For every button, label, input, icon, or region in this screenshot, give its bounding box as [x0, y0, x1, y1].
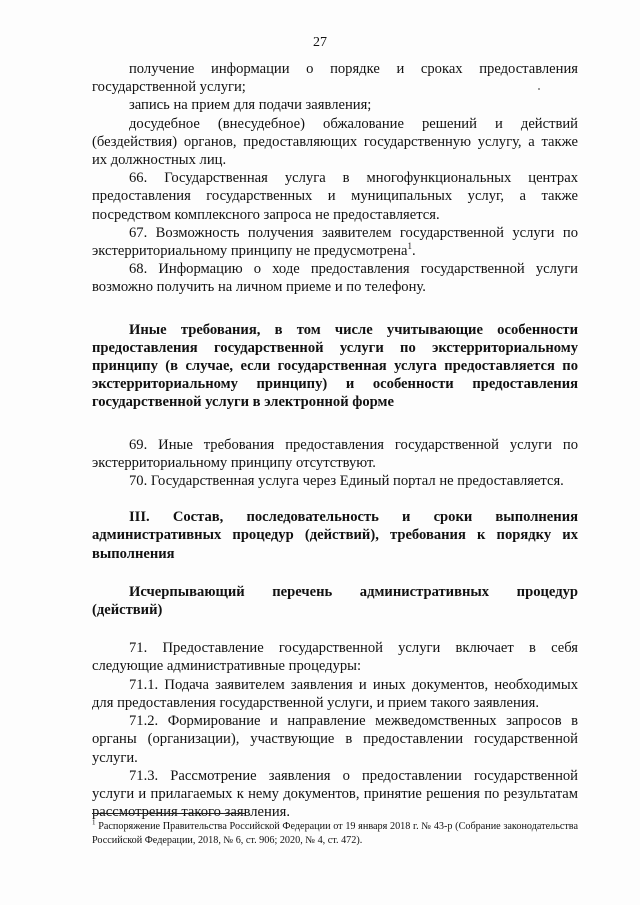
footnote-text: Распоряжение Правительства Российской Федерации от 19 января 2018 г. № 43-р (Собрание законодательства Российской Федерации, 2018, № 6, ст. 906; 2020, № 4, ст. 472).	[92, 821, 579, 846]
footnote	[92, 820, 578, 848]
footnote-mark: 1	[92, 818, 96, 827]
paragraph-71: 71. Предоставление государственной услуги включает в себя следующие административные процедуры:	[92, 640, 578, 675]
footnote-reference: 1	[407, 241, 412, 252]
page-body	[92, 60, 578, 821]
heading-other-requirements: Иные требования, в том числе учитывающие особенности предоставления государственной услуги по экстерриториальному принципу (в случае, если государственная услуга предоставляется по экстерриториальному принципу) и особенности предоставления государственной услуги в электронной форме	[92, 321, 578, 411]
paragraph: запись на прием для подачи заявления;	[129, 97, 372, 114]
paragraph-70: 70. Государственная услуга через Единый портал не предоставляется.	[129, 473, 564, 490]
section-heading-iii: III. Состав, последовательность и сроки выполнения административных процедур (действий), требования к порядку их выполнения	[92, 509, 578, 562]
paragraph: получение информации о порядке и сроках предоставления государственной услуги;	[92, 61, 578, 96]
paragraph-71-2: 71.2. Формирование и направление межведомственных запросов в органы (организации), участвующие в предоставлении государственной услуги.	[92, 713, 578, 766]
page-number: 27	[313, 35, 327, 50]
paragraph-69: 69. Иные требования предоставления государственной услуги по экстерриториальному принципу отсутствуют.	[92, 436, 578, 471]
paragraph-71-3: 71.3. Рассмотрение заявления о предоставлении государственной услуги и прилагаемых к нему документов, принятие решения по результатам рассмотрения такого заявления.	[92, 767, 578, 821]
paragraph-67: 67. Возможность получения заявителем государственной услуги по экстерриториальному принципу не предусмотрена$^1$.	[92, 224, 578, 260]
paragraph: досудебное (внесудебное) обжалование решений и действий (бездействия) органов, предоставляющих государственную услугу, а также их должностных лиц.	[92, 115, 578, 169]
footnote-separator	[92, 813, 246, 814]
subheading-procedures-list: Исчерпывающий перечень административных процедур (действий)	[92, 583, 578, 619]
paragraph-68: 68. Информацию о ходе предоставления государственной услуги возможно получить на личном приеме и по телефону.	[92, 261, 578, 296]
paragraph-66: 66. Государственная услуга в многофункциональных центрах предоставления государственных и муниципальных услуг, а также посредством комплексного запроса не предоставляется.	[92, 170, 578, 223]
paragraph-67-text: 67. Возможность получения заявителем государственной услуги по экстерриториальному принципу не предусмотрена	[92, 224, 578, 260]
paragraph-71-1: 71.1. Подача заявителем заявления и иных документов, необходимых для предоставления государственной услуги, и прием такого заявления.	[92, 676, 578, 711]
